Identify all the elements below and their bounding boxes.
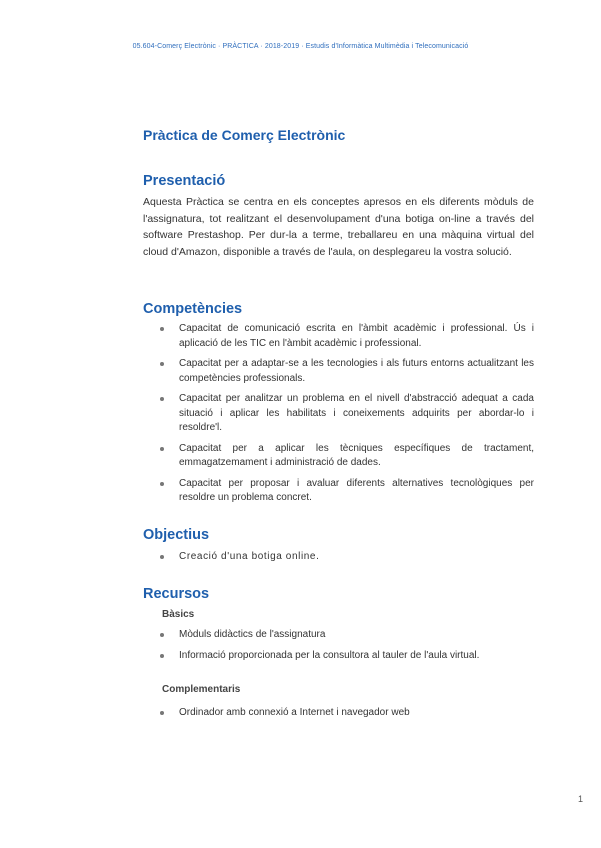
basics-list	[160, 628, 534, 663]
header-year: 2018-2019	[264, 43, 300, 50]
bullet-icon	[160, 447, 164, 451]
list-item: Mòduls didàctics de l'assignatura	[160, 628, 534, 643]
bullet-icon	[160, 654, 164, 658]
bullet-icon	[160, 555, 164, 559]
bullet-icon	[160, 711, 164, 715]
header-type: PRÀCTICA	[222, 43, 259, 50]
bullet-icon	[160, 482, 164, 486]
header-course: 05.604-Comerç Electrònic	[132, 43, 216, 50]
bullet-icon	[160, 397, 164, 401]
list-item: Ordinador amb connexió a Internet i navegador web	[160, 706, 534, 721]
competencies-list	[160, 322, 534, 506]
bullet-icon	[160, 633, 164, 637]
page-number: 1	[577, 794, 583, 804]
subheading-basics: Bàsics	[162, 609, 195, 620]
list-item: Capacitat per a adaptar-se a les tecnologies i als futurs entorns actualitzant les competències professionals.	[160, 357, 534, 386]
page-title: Pràctica de Comerç Electrònic	[143, 127, 346, 143]
objectius-list	[160, 550, 534, 565]
complementaris-list	[160, 706, 534, 721]
bullet-icon	[160, 327, 164, 331]
list-item: Capacitat per proposar i avaluar diferents alternatives tecnològiques per resoldre un problema concret.	[160, 477, 534, 506]
page-header: 05.604-Comerç Electrònic · PRÀCTICA · 2018-2019 · Estudis d'Informàtica Multimèdia i Telecomunicació	[132, 43, 469, 50]
list-item: Capacitat per a aplicar les tècniques específiques de tractament, emmagatzemament i administració de dades.	[160, 442, 534, 471]
bullet-icon	[160, 362, 164, 366]
heading-presentacio: Presentació	[143, 173, 226, 189]
heading-recursos: Recursos	[143, 586, 210, 602]
list-item: Capacitat de comunicació escrita en l'àmbit acadèmic i professional. Ús i aplicació de les TIC en l'àmbit acadèmic i professional.	[160, 322, 534, 351]
subheading-complementaris: Complementaris	[162, 684, 241, 695]
heading-competencies: Competències	[143, 301, 243, 317]
presentacio-text: Aquesta Pràctica se centra en els conceptes apresos en els diferents mòduls de l'assignatura, tot realitzant el desenvolupament d'una botiga on-line a través del software Prestashop. Per dur-la a terme, treballareu en una màquina virtual del cloud d'Amazon, disponible a través de l'aula, on desplegareu la vostra solució.	[143, 196, 534, 258]
header-school: Estudis d'Informàtica Multimèdia i Telecomunicació	[305, 43, 469, 50]
list-item: Creació d'una botiga online.	[160, 550, 534, 565]
list-item: Capacitat per analitzar un problema en el nivell d'abstracció adequat a cada situació i aplicar les habilitats i coneixements adquirits per abordar-lo i resoldre'l.	[160, 392, 534, 436]
heading-objectius: Objectius	[143, 527, 210, 543]
list-item: Informació proporcionada per la consultora al tauler de l'aula virtual.	[160, 649, 534, 664]
